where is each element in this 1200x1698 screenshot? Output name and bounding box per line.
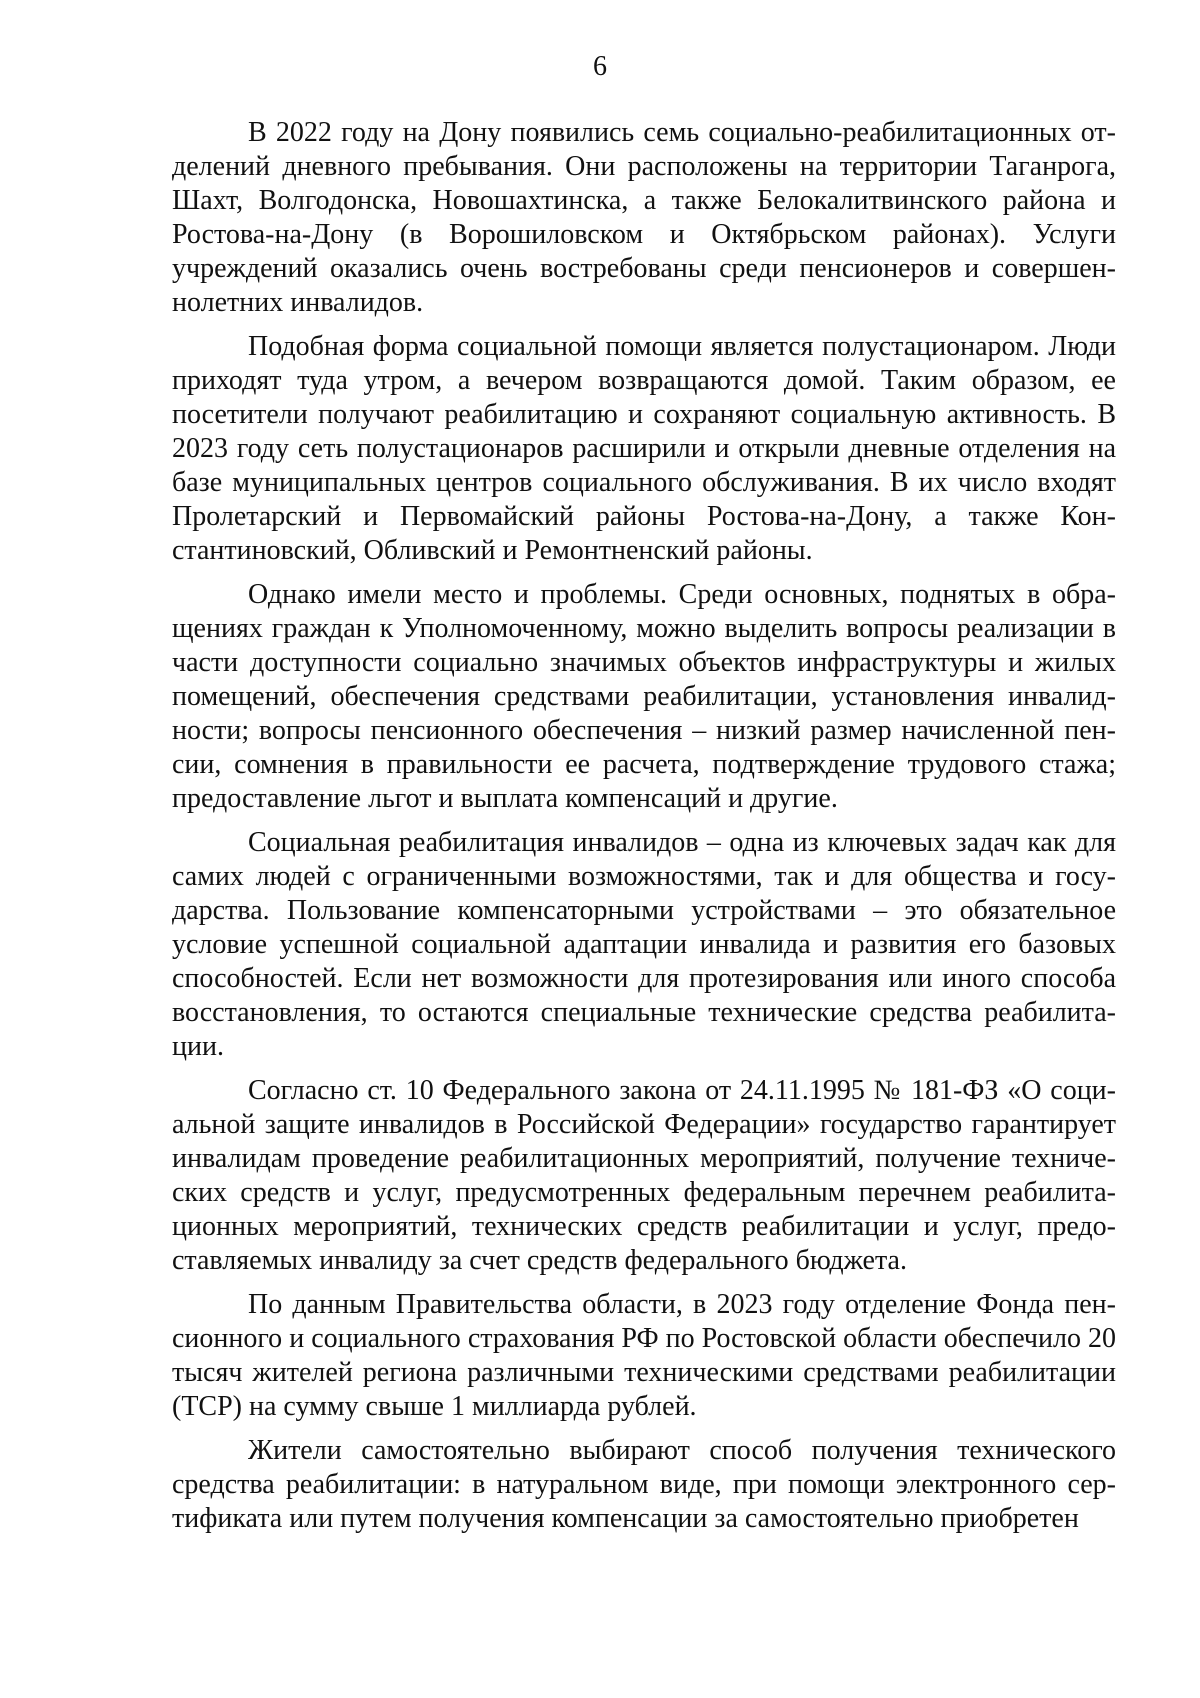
- paragraph-government-data: По данным Правительства области, в 2023 году отделение Фонда пенсионного и социального страхования РФ по Ростовской области обеспечило 20 тысяч жителей региона различными техническими средствами реабилитации (ТСР) на сумму свыше 1 миллиарда рублей.: [172, 1289, 1116, 1422]
- paragraph-social-rehabilitation: Социальная реабилитация инвалидов – одна из ключевых задач как для самих людей с ограниченными возможностями, так и для общества и государства. Пользование компенсаторными устройствами – это обязательное условие успешной социальной адаптации инвалида и развития его базовых способностей. Если нет возможности для протезирования или иного способа восстановления, то остаются специальные технические средства реабилитации.: [172, 827, 1116, 1062]
- body-text: [172, 116, 1116, 1546]
- paragraph-problems: Однако имели место и проблемы. Среди основных, поднятых в обращениях граждан к Уполномоченному, можно выделить вопросы реализации в части доступности социально значимых объектов инфраструктуры и жилых помещений, обеспечения средствами реабилитации, установления инвалидности; вопросы пенсионного обеспечения – низкий размер начисленной пенсии, сомнения в правильности ее расчета, подтверждение трудового стажа; предоставление льгот и выплата компенсаций и другие.: [172, 579, 1116, 814]
- paragraph-day-care-departments: В 2022 году на Дону появились семь социально-реабилитационных отделений дневного пребывания. Они расположены на территории Таганрога, Шахт, Волгодонска, Новошахтинска, а также Белокалитвинского района и Ростова-на-Дону (в Ворошиловском и Октябрьском районах). Услуги учреждений оказались очень востребованы среди пенсионеров и совершеннолетних инвалидов.: [172, 117, 1116, 318]
- page-number: 6: [593, 51, 607, 82]
- paragraph-methods-of-receipt: Жители самостоятельно выбирают способ получения технического средства реабилитации: в натуральном виде, при помощи электронного сертификата или путем получения компенсации за самостоятельно приобретен: [172, 1435, 1116, 1534]
- paragraph-semi-stationary: Подобная форма социальной помощи является полустационаром. Люди приходят туда утром, а вечером возвращаются домой. Таким образом, ее посетители получают реабилитацию и сохраняют социальную активность. В 2023 году сеть полустационаров расширили и открыли дневные отделения на базе муниципальных центров социального обслуживания. В их число входят Пролетарский и Первомайский районы Ростова-на-Дону, а также Константиновский, Обливский и Ремонтненский районы.: [172, 331, 1116, 566]
- paragraph-federal-law: Согласно ст. 10 Федерального закона от 24.11.1995 № 181-ФЗ «О социальной защите инвалидов в Российской Федерации» государство гарантирует инвалидам проведение реабилитационных мероприятий, получение технических средств и услуг, предусмотренных федеральным перечнем реабилитационных мероприятий, технических средств реабилитации и услуг, предоставляемых инвалиду за счет средств федерального бюджета.: [172, 1075, 1116, 1276]
